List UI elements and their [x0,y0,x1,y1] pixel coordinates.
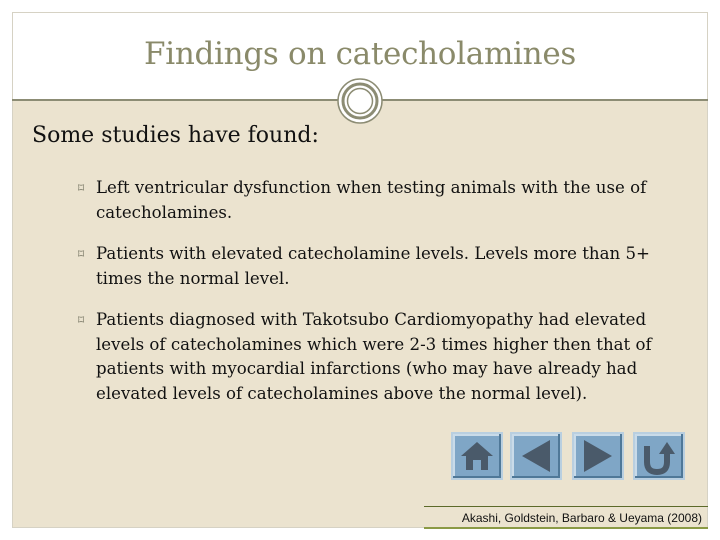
intro-text: Some studies have found: [32,123,319,148]
next-button[interactable] [572,432,624,480]
house-icon [453,434,501,478]
return-button[interactable] [633,432,685,480]
u-turn-arrow-icon [635,434,683,478]
bullet-text: Left ventricular dysfunction when testing animals with the use of catecholamines. [96,178,647,222]
bullet-marker-icon: ⌑ [78,247,85,261]
bullet-marker-icon: ⌑ [78,313,85,327]
bullet-marker-icon: ⌑ [78,181,85,195]
bullet-item [78,242,678,291]
left-arrow-icon [512,434,560,478]
bullet-text: Patients diagnosed with Takotsubo Cardiomyopathy had elevated levels of catecholamines which were 2-3 times higher then that of patients with myocardial infarctions (who may have already had elevated levels of catecholamines above the normal level). [96,310,652,403]
citation-bar [424,527,708,529]
bullet-item [78,308,678,406]
citation-rule [424,506,708,507]
bullet-text: Patients with elevated catecholamine levels. Levels more than 5+ times the normal level. [96,244,650,288]
bullet-item [78,176,678,225]
ring-ornament-icon [337,78,383,124]
citation-text: Akashi, Goldstein, Barbaro & Ueyama (2008) [461,511,702,525]
right-arrow-icon [574,434,622,478]
home-button[interactable] [451,432,503,480]
bullet-list [78,176,678,423]
slide-title: Findings on catecholamines [144,36,576,72]
previous-button[interactable] [510,432,562,480]
